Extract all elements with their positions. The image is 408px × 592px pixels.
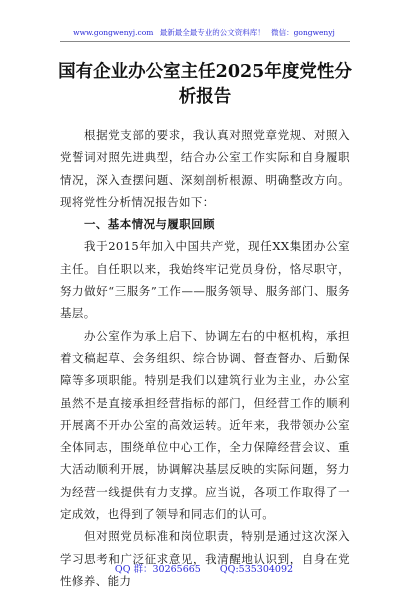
document-title: 国有企业办公室主任2025年度党性分析报告 xyxy=(58,62,352,107)
body-paragraph: 但对照党员标准和岗位职责，特别是通过这次深入学习思考和广泛征求意见，我清醒地认识到，自身在党性修养、能力 xyxy=(60,529,350,588)
header-wechat: 微信：gongwenyj xyxy=(271,28,335,37)
intro-paragraph: 根据党支部的要求，我认真对照党章党规、对照入党誓词对照先进典型，结合办公室工作实际和自身履职情况，深入查摆问题、深刻剖析根源、明确整改方向。现将党性分析情况报告如下： xyxy=(60,128,350,209)
footer-qq: QQ:535304092 xyxy=(219,564,294,575)
body-paragraph: 我于2015年加入中国共产党，现任XX集团办公室主任。自任职以来，我始终牢记党员身份，恪尽职守，努力做好“三服务”工作——服务领导、服务部门、服务基层。 xyxy=(60,239,350,321)
page-footer xyxy=(0,561,408,575)
body-paragraph: 办公室作为承上启下、协调左右的中枢机构，承担着文稿起草、会务组织、综合协调、督查督办、后勤保障等多项职能。特别是我们以建筑行业为主业，办公室虽然不是直接承担经营指标的部门，但经营工作的顺利开展离不开办公室的高效运转。近年来，我带领办公室全体同志，围绕单位中心工作，全力保障经营会议、重大活动顺利开展，协调解决基层反映的实际问题，努力为经营一线提供有力支撑。应当说，各项工作取得了一定成效，也得到了领导和同志们的认可。 xyxy=(60,328,350,522)
footer-qq-group: QQ 群：30265665 xyxy=(114,564,201,575)
section-heading: 一、基本情况与履职回顾 xyxy=(84,217,215,232)
page-header xyxy=(0,27,408,38)
header-slogan: 最新最全最专业的公文资料库！ xyxy=(159,28,265,37)
header-website[interactable]: www.gongwenyj.com xyxy=(73,28,154,37)
header-divider xyxy=(60,41,350,42)
document-body xyxy=(60,124,350,592)
